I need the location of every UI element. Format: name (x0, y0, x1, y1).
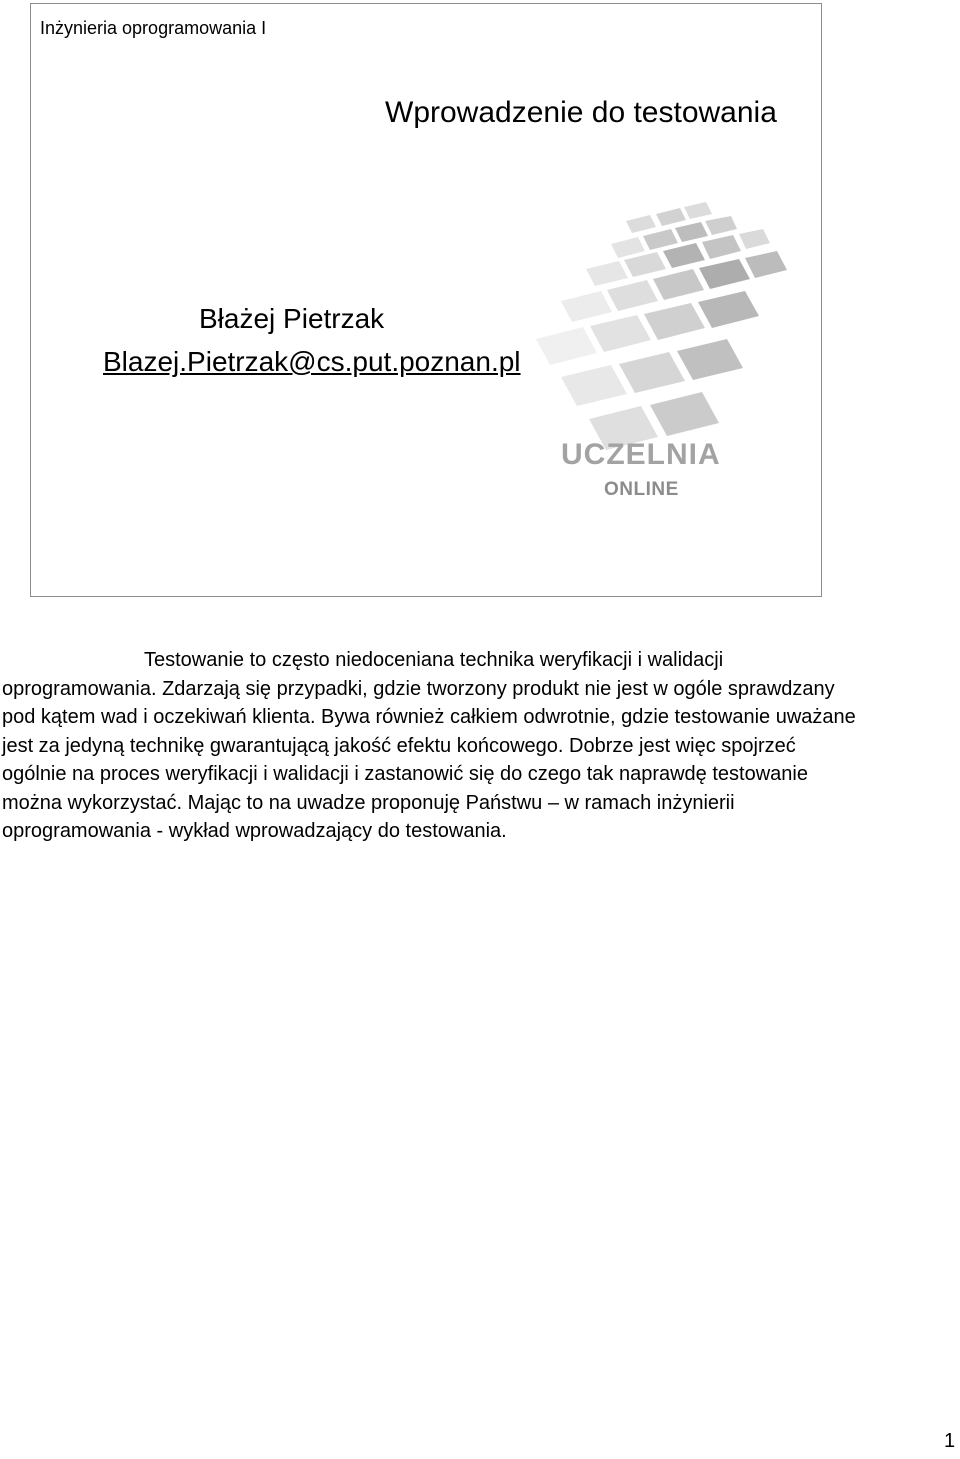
slide-title: Wprowadzenie do testowania (385, 96, 777, 129)
slide-notes-paragraph: Testowanie to często niedoceniana technika weryfikacji i walidacji oprogramowania. Zdarzają się przypadki, gdzie tworzony produkt nie jest w ogóle sprawdzany pod kątem wad i oczekiwań klienta. Bywa również całkiem odwrotnie, gdzie testowanie uważane jest za jedyną technikę gwarantującą jakość efektu końcowego. Dobrze jest więc spojrzeć ogólnie na proces weryfikacji i walidacji i zastanowić się do czego tak naprawdę testowanie można wykorzystać. Mając to na uwadze proponuję Państwu – w ramach inżynierii oprogramowania - wykład wprowadzający do testowania. (2, 649, 856, 842)
author-name: Błażej Pietrzak (199, 303, 385, 334)
page-number: 1 (944, 1430, 956, 1452)
slide-frame (30, 3, 822, 597)
course-label: Inżynieria oprogramowania I (40, 18, 267, 38)
logo-wordmark-online: ONLINE (604, 479, 679, 500)
author-email-link[interactable]: Blazej.Pietrzak@cs.put.poznan.pl (103, 346, 521, 377)
logo-wordmark-uczelnia: UCZELNIA (561, 438, 721, 471)
